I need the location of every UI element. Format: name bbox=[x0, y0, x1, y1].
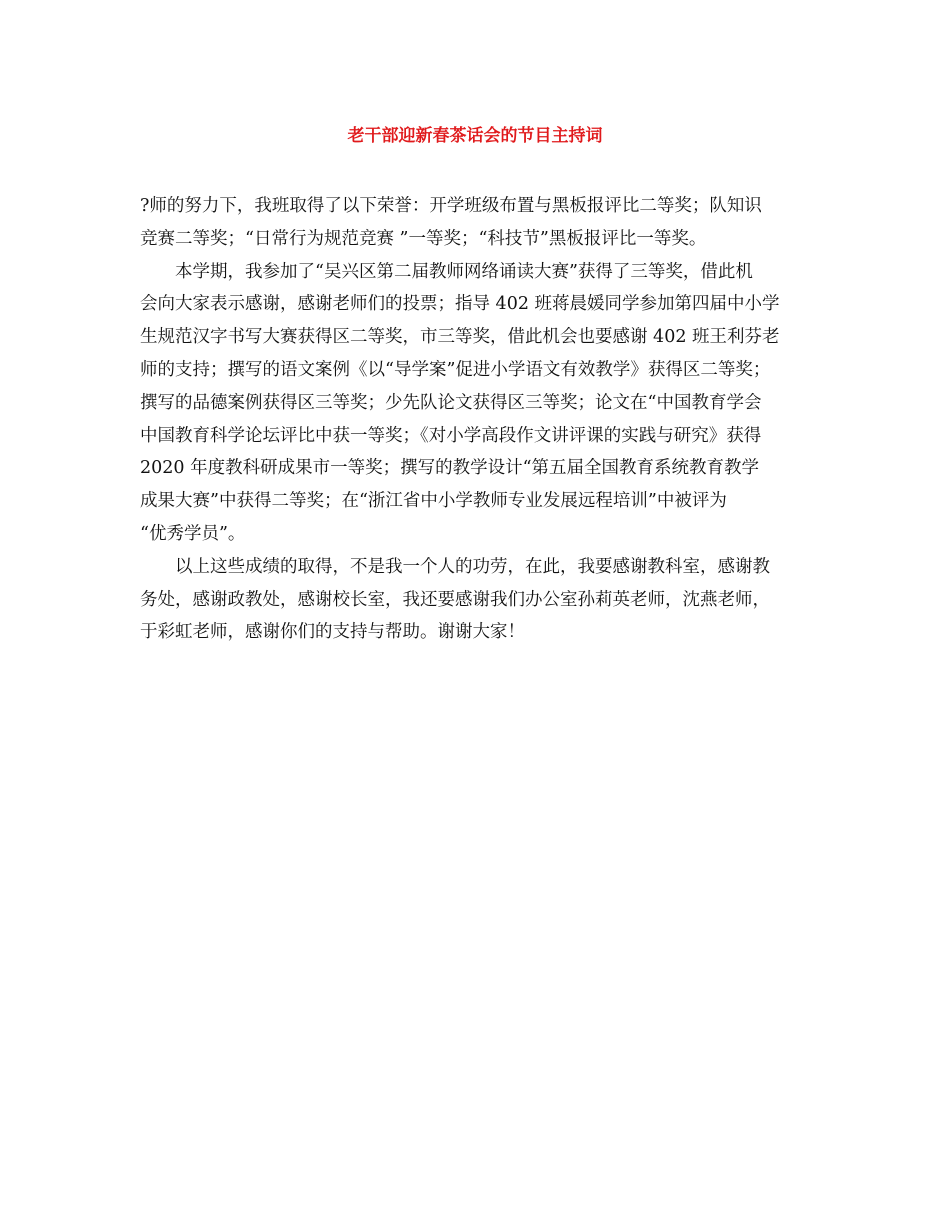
body-line: ?师的努力下，我班取得了以下荣誉：开学班级布置与黑板报评比二等奖；队知识 bbox=[140, 196, 762, 216]
body-line: 本学期，我参加了“吴兴区第二届教师网络诵读大赛”获得了三等奖，借此机 bbox=[140, 261, 753, 282]
document-title: 老干部迎新春茶话会的节目主持词 bbox=[347, 126, 603, 146]
body-line: 会向大家表示感谢，感谢老师们的投票；指导 402 班蒋晨媛同学参加第四届中小学 bbox=[140, 294, 780, 315]
body-line: 师的支持；撰写的语文案例《以“导学案”促进小学语文有效教学》获得区二等奖； bbox=[140, 359, 771, 380]
body-line: 以上这些成绩的取得，不是我一个人的功劳，在此，我要感谢教科室，感谢教 bbox=[140, 556, 770, 577]
body-line: 于彩虹老师，感谢你们的支持与帮助。谢谢大家！ bbox=[140, 622, 525, 643]
body-line: 竞赛二等奖；“日常行为规范竞赛 ”一等奖；“科技节”黑板报评比一等奖。 bbox=[140, 228, 707, 249]
body-line: 生规范汉字书写大赛获得区二等奖，市三等奖，借此机会也要感谢 402 班王利芬老 bbox=[140, 327, 780, 348]
body-line: 成果大赛”中获得二等奖；在“浙江省中小学教师专业发展远程培训”中被评为 bbox=[140, 491, 727, 512]
body-line: “优秀学员”。 bbox=[140, 523, 246, 544]
document-body bbox=[140, 190, 820, 649]
body-line: 2020 年度教科研成果市一等奖；撰写的教学设计“第五届全国教育系统教育教学 bbox=[140, 458, 760, 479]
body-line: 务处，感谢政教处，感谢校长室，我还要感谢我们办公室孙莉英老师，沈燕老师， bbox=[140, 589, 770, 610]
body-line: 中国教育科学论坛评比中获一等奖；《对小学高段作文讲评课的实践与研究》获得 bbox=[140, 425, 762, 446]
body-line: 撰写的品德案例获得区三等奖；少先队论文获得区三等奖；论文在“中国教育学会 bbox=[140, 392, 762, 413]
